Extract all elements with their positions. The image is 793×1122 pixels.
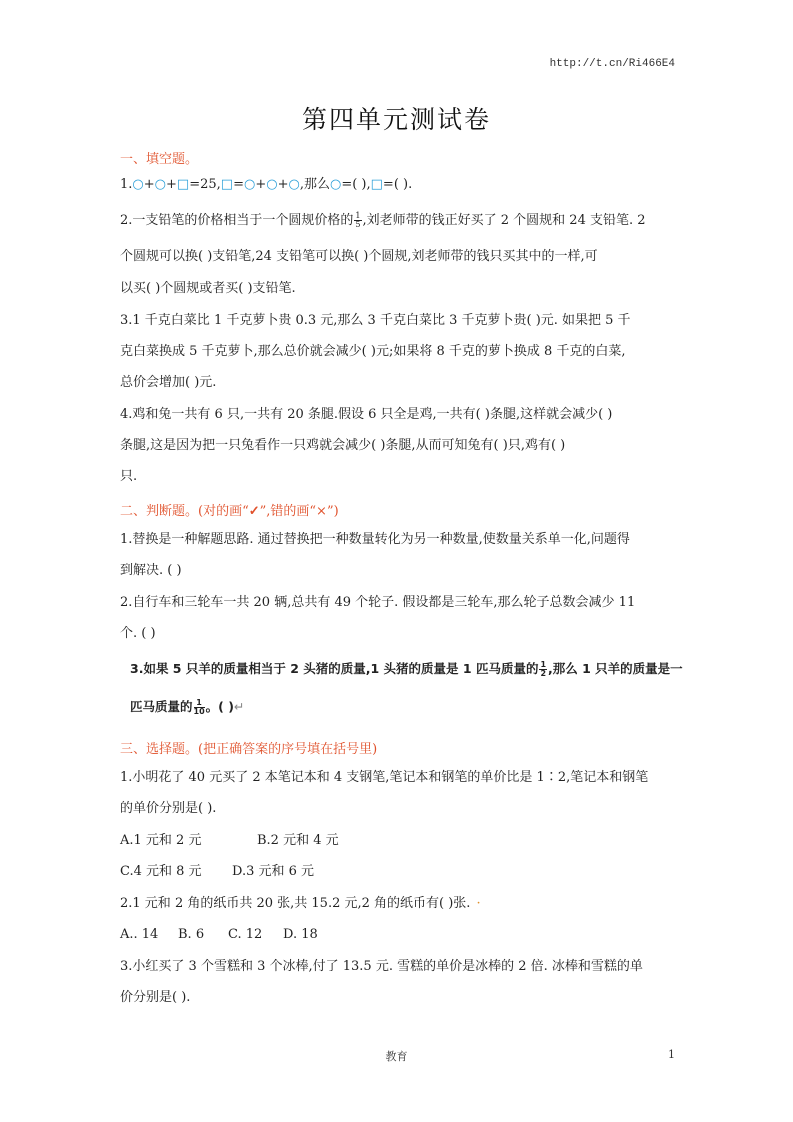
fraction-numerator: 1	[194, 699, 205, 708]
text-segment: ,那么 1 只羊的质量是一	[548, 661, 683, 676]
fraction-denominator: 10	[193, 707, 205, 716]
plus-sign: +	[166, 177, 177, 192]
circle-icon: ○	[266, 177, 278, 192]
question-1-4-line-1: 4.鸡和兔一共有 6 只,一共有 20 条腿.假设 6 只全是鸡,一共有( )条腿,这样就会减少( )	[120, 407, 613, 422]
question-3-2-option-b: B. 6	[178, 927, 205, 942]
question-1-4-line-2: 条腿,这是因为把一只兔看作一只鸡就会减少( )条腿,从而可知兔有( )只,鸡有( )	[120, 438, 566, 453]
question-1-2-line-1	[120, 212, 646, 230]
fraction	[194, 699, 205, 716]
question-1-4-line-3: 只.	[120, 469, 138, 484]
question-2-2-line-2: 个. ( )	[120, 626, 156, 641]
question-2-2-line-1: 2.自行车和三轮车一共 20 辆,总共有 49 个轮子. 假设都是三轮车,那么轮子总数会减少 11	[120, 595, 636, 610]
decorative-dot: ·	[476, 896, 481, 911]
question-2-1-line-1: 1.替换是一种解题思路. 通过替换把一种数量转化为另一种数量,使数量关系单一化,问题得	[120, 532, 630, 547]
text-segment: 匹马质量的	[130, 699, 193, 714]
footer-label: 教育	[385, 1050, 408, 1063]
page-number: 1	[668, 1048, 675, 1061]
question-3-2-option-a: A.. 14	[120, 927, 159, 942]
question-1-3-line-3: 总价会增加( )元.	[120, 375, 217, 390]
circle-icon: ○	[329, 177, 342, 192]
circle-icon: ○	[154, 177, 166, 192]
text-segment: 2.1 元和 2 角的纸币共 20 张,共 15.2 元,2 角的纸币有( )张.	[120, 896, 471, 911]
fraction-denominator: 5	[355, 220, 361, 229]
fraction	[354, 212, 361, 229]
text-segment: ,刘老师带的钱正好买了 2 个圆规和 24 支铅笔. 2	[362, 213, 646, 228]
text-segment: 2.一支铅笔的价格相当于一个圆规价格的	[120, 213, 354, 228]
question-3-2-line-1	[120, 895, 481, 913]
question-1-3-line-1: 3.1 千克白菜比 1 千克萝卜贵 0.3 元,那么 3 千克白菜比 3 千克萝卜贵( )元. 如果把 5 千	[120, 313, 631, 328]
answer-blank: =( ).	[382, 177, 413, 192]
equation-part: =25,	[189, 177, 221, 192]
question-1-3-line-2: 克白菜换成 5 千克萝卜,那么总价就会减少( )元;如果将 8 千克的萝卜换成 8 千克的白菜,	[120, 344, 626, 359]
circle-icon: ○	[132, 177, 144, 192]
plus-sign: +	[277, 177, 289, 192]
section-heading-true-false	[120, 500, 339, 519]
fraction-numerator: 1	[355, 211, 361, 220]
fraction-numerator: 1	[540, 660, 547, 669]
question-3-3-line-1: 3.小红买了 3 个雪糕和 3 个冰棒,付了 13.5 元. 雪糕的单价是冰棒的 2 倍. 冰棒和雪糕的单	[120, 959, 643, 974]
question-3-2-option-d: D. 18	[283, 927, 318, 942]
fraction	[539, 661, 547, 678]
question-3-1-line-1: 1.小明花了 40 元买了 2 本笔记本和 4 支钢笔,笔记本和钢笔的单价比是 1∶2,笔记本和钢笔	[120, 770, 649, 785]
question-3-3-line-2: 价分别是( ).	[120, 990, 191, 1005]
question-3-1-option-d: D.3 元和 6 元	[232, 864, 315, 879]
equals-sign: =	[233, 177, 244, 192]
question-3-1-option-a: A.1 元和 2 元	[120, 833, 202, 848]
question-3-1-line-2: 的单价分别是( ).	[120, 801, 217, 816]
square-icon: □	[220, 177, 234, 192]
plus-sign: +	[143, 177, 155, 192]
page-title: 第四单元测试卷	[301, 105, 491, 134]
question-number: 1.	[120, 177, 133, 192]
section-heading-multiple-choice: 三、选择题。(把正确答案的序号填在括号里)	[120, 742, 378, 757]
connector-text: ,那么	[299, 177, 330, 192]
fraction-denominator: 2	[540, 669, 547, 678]
text-segment: 。( )	[205, 699, 234, 714]
square-icon: □	[370, 177, 383, 192]
question-3-1-option-b: B.2 元和 4 元	[257, 833, 339, 848]
heading-text: 二、判断题。(对的画“	[120, 504, 249, 519]
question-1-2-line-3: 以买( )个圆规或者买( )支铅笔.	[120, 281, 296, 296]
check-mark-icon: ✓	[248, 504, 260, 519]
square-icon: □	[176, 177, 190, 192]
answer-blank: =( ),	[341, 177, 371, 192]
circle-icon: ○	[288, 177, 300, 192]
paragraph-return-icon: ↵	[233, 699, 245, 714]
question-2-3-line-1	[130, 660, 683, 678]
header-url: http://t.cn/Ri466E4	[549, 58, 675, 70]
question-1-1	[120, 176, 412, 194]
heading-text: ”,错的画“×”)	[259, 504, 339, 519]
plus-sign: +	[255, 177, 267, 192]
text-segment: 3.如果 5 只羊的质量相当于 2 头猪的质量,1 头猪的质量是 1 匹马质量的	[130, 661, 539, 676]
question-2-3-line-2	[130, 698, 244, 716]
question-3-1-option-c: C.4 元和 8 元	[120, 864, 202, 879]
question-2-1-line-2: 到解决. ( )	[120, 563, 182, 578]
section-heading-fill-blank: 一、填空题。	[120, 152, 199, 167]
question-3-2-option-c: C. 12	[228, 927, 263, 942]
circle-icon: ○	[243, 177, 256, 192]
question-1-2-line-2: 个圆规可以换( )支铅笔,24 支铅笔可以换( )个圆规,刘老师带的钱只买其中的一样,可	[120, 249, 598, 264]
